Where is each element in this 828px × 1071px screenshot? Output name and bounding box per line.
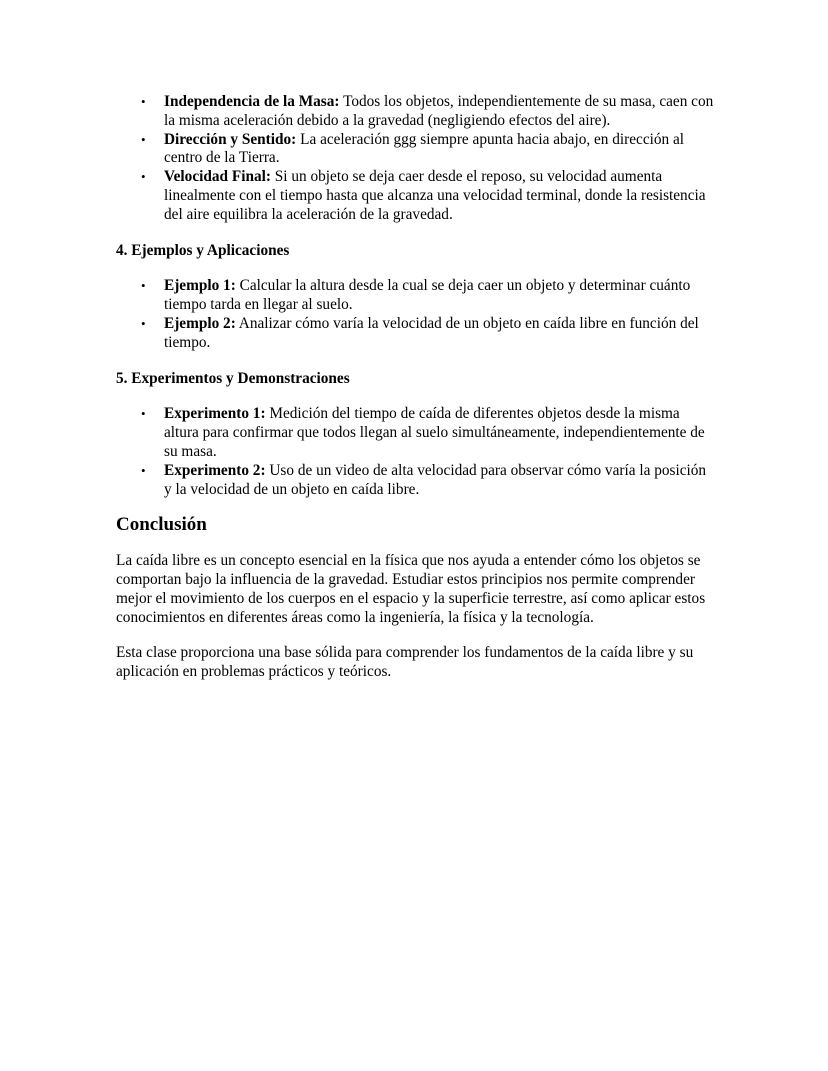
document-page	[116, 93, 716, 682]
bullet-icon: •	[141, 278, 146, 294]
section-heading-examples: 4. Ejemplos y Aplicaciones	[116, 241, 290, 259]
bullet-icon: •	[141, 406, 146, 422]
list-item	[116, 93, 716, 131]
conclusion-paragraph-1: La caída libre es un concepto esencial en la física que nos ayuda a entender cómo los objetos se comportan bajo la influencia de la gravedad. Estudiar estos principios nos permite comprender mejor el movimiento de los cuerpos en el espacio y la superficie terrestre, así como aplicar estos conocimientos en diferentes áreas como la ingeniería, la física y la tecnología.	[116, 552, 706, 626]
list-item	[116, 405, 716, 461]
examples-list	[116, 277, 716, 352]
item-text: Todos los objetos, independientemente de su masa, caen con la misma aceleración debido a la gravedad (negligiendo efectos del aire).	[164, 93, 714, 129]
list-item	[116, 168, 716, 224]
properties-list	[116, 93, 716, 225]
item-label: Experimento 2:	[164, 461, 266, 479]
bullet-icon: •	[141, 169, 146, 185]
item-text: Analizar cómo varía la velocidad de un objeto en caída libre en función del tiempo.	[164, 314, 699, 351]
list-item	[116, 131, 716, 169]
list-item	[116, 462, 716, 500]
bullet-icon: •	[141, 131, 146, 147]
item-label: Dirección y Sentido:	[164, 130, 297, 148]
list-item	[116, 277, 716, 315]
bullet-icon: •	[141, 315, 146, 331]
section-heading-experiments: 5. Experimentos y Demonstraciones	[116, 369, 350, 387]
item-text: La aceleración ggg siempre apunta hacia abajo, en dirección al centro de la Tierra.	[164, 130, 685, 167]
item-text: Calcular la altura desde la cual se deja caer un objeto y determinar cuánto tiempo tarda en llegar al suelo.	[164, 277, 691, 314]
item-text: Uso de un video de alta velocidad para observar cómo varía la posición y la velocidad de un objeto en caída libre.	[164, 461, 707, 498]
list-item	[116, 315, 716, 353]
item-label: Experimento 1:	[164, 405, 266, 423]
item-text: Medición del tiempo de caída de diferentes objetos desde la misma altura para confirmar que todos llegan al suelo simultáneamente, independientemente de su masa.	[164, 405, 705, 460]
item-label: Velocidad Final:	[164, 168, 271, 186]
item-text: Si un objeto se deja caer desde el reposo, su velocidad aumenta linealmente con el tiempo hasta que alcanza una velocidad terminal, donde la resistencia del aire equilibra la aceleración de la gravedad.	[164, 168, 706, 223]
conclusion-heading: Conclusión	[116, 514, 207, 536]
experiments-list	[116, 405, 716, 499]
conclusion-paragraph-2: Esta clase proporciona una base sólida para comprender los fundamentos de la caída libre y su aplicación en problemas prácticos y teóricos.	[116, 644, 694, 681]
item-label: Ejemplo 1:	[164, 277, 236, 295]
item-label: Independencia de la Masa:	[164, 93, 340, 110]
item-label: Ejemplo 2:	[164, 314, 236, 332]
bullet-icon: •	[141, 94, 146, 109]
bullet-icon: •	[141, 462, 146, 478]
